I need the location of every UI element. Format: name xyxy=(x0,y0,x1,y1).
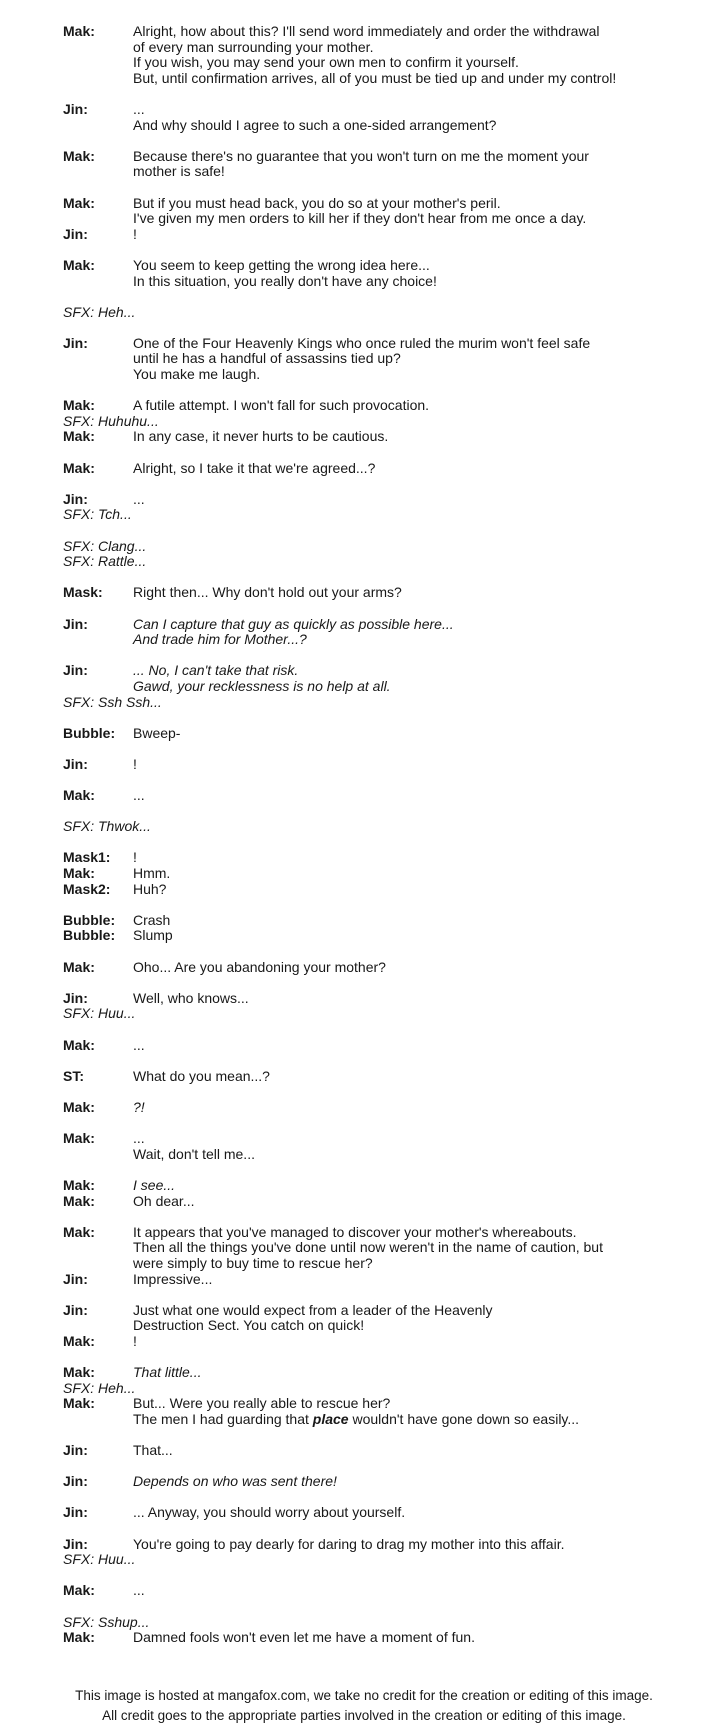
speaker-label: Mask1: xyxy=(63,849,111,866)
dialogue-row xyxy=(63,1303,710,1319)
speaker-label: Mak: xyxy=(63,865,95,882)
dialogue-row xyxy=(63,1318,710,1334)
dialogue-row xyxy=(63,118,710,134)
sfx-line: SFX: Clang... xyxy=(63,537,147,554)
speaker-label: Mak: xyxy=(63,1395,95,1412)
dialogue-line: until he has a handful of assassins tied up? xyxy=(133,350,401,367)
dialogue-line: Can I capture that guy as quickly as possible here... xyxy=(133,615,454,632)
dialogue-line: ... No, I can't take that risk. xyxy=(133,662,299,679)
dialogue-row xyxy=(63,1038,710,1054)
script-block xyxy=(63,398,710,445)
speaker-label: Mak: xyxy=(63,1130,95,1147)
speaker-label: Jin: xyxy=(63,100,88,117)
dialogue-row xyxy=(63,492,710,508)
dialogue-row xyxy=(63,1240,710,1256)
sfx-row xyxy=(63,1552,710,1568)
sfx-row xyxy=(63,554,710,570)
sfx-line: SFX: Huhuhu... xyxy=(63,412,159,429)
script-block xyxy=(63,913,710,944)
dialogue-line: Alright, how about this? I'll send word immediately and order the withdrawal xyxy=(133,23,600,39)
script-block xyxy=(63,1069,710,1085)
speaker-label: Mask2: xyxy=(63,880,111,897)
sfx-line: SFX: Thwok... xyxy=(63,818,151,835)
speaker-label: Mak: xyxy=(63,787,95,804)
dialogue-line: Right then... Why don't hold out your arms? xyxy=(133,584,402,601)
dialogue-row xyxy=(63,227,710,243)
dialogue-line: ! xyxy=(133,755,137,772)
dialogue-row xyxy=(63,149,710,165)
dialogue-row xyxy=(63,726,710,742)
dialogue-line: ... xyxy=(133,787,145,804)
dialogue-line: A futile attempt. I won't fall for such provocation. xyxy=(133,397,430,414)
dialogue-row xyxy=(63,461,710,477)
dialogue-line: In any case, it never hurts to be cautious. xyxy=(133,428,389,445)
script-block xyxy=(63,819,710,835)
speaker-label: Mak: xyxy=(63,1582,95,1599)
script-block xyxy=(63,617,710,648)
script-block xyxy=(63,850,710,897)
sfx-row xyxy=(63,305,710,321)
hosting-credit-footer xyxy=(0,1686,728,1726)
dialogue-row xyxy=(63,1256,710,1272)
speaker-label: Jin: xyxy=(63,334,88,351)
speaker-label: Mak: xyxy=(63,147,95,164)
dialogue-row xyxy=(63,1069,710,1085)
emphasized-word: place xyxy=(312,1410,349,1427)
script-block xyxy=(63,149,710,180)
speaker-label: ST: xyxy=(63,1067,84,1084)
dialogue-line: were simply to buy time to rescue her? xyxy=(133,1254,373,1271)
dialogue-line: And why should I agree to such a one-sided arrangement? xyxy=(133,116,497,133)
dialogue-line: ! xyxy=(133,225,137,242)
speaker-label: Mak: xyxy=(63,1192,95,1209)
dialogue-row xyxy=(63,336,710,352)
dialogue-line: I see... xyxy=(133,1176,176,1193)
dialogue-row xyxy=(63,1474,710,1490)
dialogue-row xyxy=(63,164,710,180)
dialogue-row xyxy=(63,1178,710,1194)
dialogue-line: Just what one would expect from a leader of the Heavenly xyxy=(133,1301,493,1318)
speaker-label: Mak: xyxy=(63,1364,95,1381)
sfx-line: SFX: Huu... xyxy=(63,1005,136,1022)
dialogue-row xyxy=(63,1630,710,1646)
script-block xyxy=(63,1100,710,1116)
speaker-label: Bubble: xyxy=(63,911,116,928)
script-block xyxy=(63,305,710,321)
sfx-row xyxy=(63,1381,710,1397)
script-block xyxy=(63,24,710,86)
speaker-label: Jin: xyxy=(63,989,88,1006)
dialogue-row xyxy=(63,1100,710,1116)
dialogue-row xyxy=(63,788,710,804)
speaker-label: Bubble: xyxy=(63,724,116,741)
dialogue-row xyxy=(63,617,710,633)
dialogue-row xyxy=(63,1505,710,1521)
sfx-line: SFX: Heh... xyxy=(63,303,136,320)
script-block xyxy=(63,1131,710,1162)
dialogue-line: Then all the things you've done until now weren't in the name of caution, but xyxy=(133,1239,603,1256)
dialogue-row xyxy=(63,882,710,898)
script-block xyxy=(63,336,710,383)
dialogue-line: You're going to pay dearly for daring to drag my mother into this affair. xyxy=(133,1535,565,1552)
dialogue-row xyxy=(63,71,710,87)
dialogue-line: Well, who knows... xyxy=(133,989,249,1006)
script-block xyxy=(63,663,710,710)
speaker-label: Jin: xyxy=(63,1473,88,1490)
speaker-label: Mak: xyxy=(63,397,95,414)
speaker-label: Jin: xyxy=(63,1301,88,1318)
speaker-label: Mak: xyxy=(63,428,95,445)
dialogue-line: The men I had guarding that place wouldn't have gone down so easily... xyxy=(133,1410,580,1427)
dialogue-line: Crash xyxy=(133,911,171,928)
script-block xyxy=(63,757,710,773)
speaker-label: Mak: xyxy=(63,23,95,39)
dialogue-line: Alright, so I take it that we're agreed...? xyxy=(133,459,376,476)
dialogue-row xyxy=(63,398,710,414)
dialogue-line: ... xyxy=(133,1036,145,1053)
speaker-label: Jin: xyxy=(63,662,88,679)
dialogue-line: Damned fools won't even let me have a moment of fun. xyxy=(133,1629,475,1646)
dialogue-line: ! xyxy=(133,1332,137,1349)
script-block xyxy=(63,461,710,477)
speaker-label: Mak: xyxy=(63,1332,95,1349)
dialogue-line: ... xyxy=(133,100,145,117)
dialogue-line: ... xyxy=(133,1130,145,1147)
speaker-label: Mak: xyxy=(63,1098,95,1115)
dialogue-line: Oh dear... xyxy=(133,1192,195,1209)
script-block xyxy=(63,102,710,133)
dialogue-line: Wait, don't tell me... xyxy=(133,1145,255,1162)
speaker-label: Jin: xyxy=(63,1270,88,1287)
dialogue-line: It appears that you've managed to discover your mother's whereabouts. xyxy=(133,1223,577,1240)
speaker-label: Bubble: xyxy=(63,927,116,944)
sfx-line: SFX: Tch... xyxy=(63,506,132,523)
script-block xyxy=(63,1038,710,1054)
dialogue-line: Slump xyxy=(133,927,173,944)
dialogue-row xyxy=(63,367,710,383)
dialogue-line: ! xyxy=(133,849,137,866)
dialogue-row xyxy=(63,1537,710,1553)
dialogue-row xyxy=(63,632,710,648)
dialogue-row xyxy=(63,1412,710,1428)
dialogue-row xyxy=(63,1443,710,1459)
dialogue-row xyxy=(63,1225,710,1241)
dialogue-line: But... Were you really able to rescue her? xyxy=(133,1395,391,1412)
sfx-row xyxy=(63,414,710,430)
dialogue-row xyxy=(63,757,710,773)
speaker-label: Mak: xyxy=(63,1223,95,1240)
script-block xyxy=(63,1615,710,1646)
sfx-row xyxy=(63,1006,710,1022)
dialogue-line: Huh? xyxy=(133,880,167,897)
sfx-line: SFX: Huu... xyxy=(63,1551,136,1568)
dialogue-line: I've given my men orders to kill her if they don't hear from me once a day. xyxy=(133,210,587,227)
dialogue-line: ?! xyxy=(133,1098,145,1115)
dialogue-line: In this situation, you really don't have any choice! xyxy=(133,272,437,289)
dialogue-line: Destruction Sect. You catch on quick! xyxy=(133,1317,365,1334)
dialogue-row xyxy=(63,866,710,882)
speaker-label: Mak: xyxy=(63,194,95,211)
dialogue-line: Depends on who was sent there! xyxy=(133,1473,337,1490)
dialogue-row xyxy=(63,102,710,118)
dialogue-row xyxy=(63,913,710,929)
speaker-label: Jin: xyxy=(63,225,88,242)
script-block xyxy=(63,1225,710,1287)
dialogue-line: Gawd, your recklessness is no help at all. xyxy=(133,677,391,694)
dialogue-row xyxy=(63,663,710,679)
dialogue-line: But if you must head back, you do so at your mother's peril. xyxy=(133,194,501,211)
dialogue-line: Bweep- xyxy=(133,724,181,741)
script-block xyxy=(63,1443,710,1459)
dialogue-line: ... Anyway, you should worry about yourself. xyxy=(133,1504,406,1521)
dialogue-line: of every man surrounding your mother. xyxy=(133,38,374,55)
script-block xyxy=(63,991,710,1022)
dialogue-line: That... xyxy=(133,1442,173,1459)
speaker-label: Jin: xyxy=(63,1442,88,1459)
dialogue-row xyxy=(63,258,710,274)
script-block xyxy=(63,492,710,523)
sfx-row xyxy=(63,819,710,835)
dialogue-line: Hmm. xyxy=(133,865,171,882)
script-block xyxy=(63,960,710,976)
script-block xyxy=(63,1178,710,1209)
speaker-label: Jin: xyxy=(63,615,88,632)
dialogue-line: You seem to keep getting the wrong idea here... xyxy=(133,256,430,273)
speaker-label: Mak: xyxy=(63,958,95,975)
speaker-label: Mak: xyxy=(63,1036,95,1053)
script-block xyxy=(63,1505,710,1521)
dialogue-row xyxy=(63,991,710,1007)
dialogue-row xyxy=(63,585,710,601)
script-block xyxy=(63,196,710,243)
dialogue-row xyxy=(63,196,710,212)
dialogue-line: One of the Four Heavenly Kings who once ruled the murim won't feel safe xyxy=(133,334,591,351)
dialogue-row xyxy=(63,40,710,56)
dialogue-line: What do you mean...? xyxy=(133,1067,270,1084)
script-block xyxy=(63,1474,710,1490)
dialogue-line: mother is safe! xyxy=(133,163,225,180)
dialogue-line: Oho... Are you abandoning your mother? xyxy=(133,958,386,975)
speaker-label: Mak: xyxy=(63,459,95,476)
speaker-label: Mask: xyxy=(63,584,103,601)
dialogue-row xyxy=(63,679,710,695)
dialogue-line: ... xyxy=(133,490,145,507)
dialogue-row xyxy=(63,850,710,866)
dialogue-line: But, until confirmation arrives, all of you must be tied up and under my control! xyxy=(133,69,617,86)
dialogue-row xyxy=(63,1365,710,1381)
speaker-label: Jin: xyxy=(63,490,88,507)
sfx-line: SFX: Sshup... xyxy=(63,1613,150,1630)
dialogue-row xyxy=(63,429,710,445)
dialogue-row xyxy=(63,1147,710,1163)
dialogue-row xyxy=(63,1583,710,1599)
dialogue-row xyxy=(63,1131,710,1147)
sfx-line: SFX: Rattle... xyxy=(63,553,147,570)
footer-credit-line-1: This image is hosted at mangafox.com, we take no credit for the creation or editing of this image. xyxy=(75,1688,653,1703)
dialogue-row xyxy=(63,24,710,40)
dialogue-line: Impressive... xyxy=(133,1270,213,1287)
dialogue-row xyxy=(63,960,710,976)
dialogue-line: You make me laugh. xyxy=(133,366,261,383)
speaker-label: Jin: xyxy=(63,755,88,772)
script-block xyxy=(63,258,710,289)
script-block xyxy=(63,1537,710,1568)
speaker-label: Mak: xyxy=(63,1176,95,1193)
dialogue-line: And trade him for Mother...? xyxy=(133,631,307,648)
speaker-label: Jin: xyxy=(63,1535,88,1552)
sfx-row xyxy=(63,1615,710,1631)
sfx-line: SFX: Ssh Ssh... xyxy=(63,693,162,710)
dialogue-line: That little... xyxy=(133,1364,202,1381)
script-block xyxy=(63,585,710,601)
dialogue-row xyxy=(63,1396,710,1412)
dialogue-row xyxy=(63,351,710,367)
script-block xyxy=(63,1365,710,1427)
sfx-row xyxy=(63,695,710,711)
speaker-label: Mak: xyxy=(63,256,95,273)
speaker-label: Jin: xyxy=(63,1504,88,1521)
script-block xyxy=(63,539,710,570)
dialogue-line: If you wish, you may send your own men to confirm it yourself. xyxy=(133,54,519,71)
dialogue-line: ... xyxy=(133,1582,145,1599)
dialogue-row xyxy=(63,55,710,71)
script-block xyxy=(63,788,710,804)
dialogue-line: Because there's no guarantee that you won't turn on me the moment your xyxy=(133,147,589,164)
sfx-row xyxy=(63,539,710,555)
dialogue-row xyxy=(63,928,710,944)
dialogue-row xyxy=(63,211,710,227)
sfx-row xyxy=(63,507,710,523)
sfx-line: SFX: Heh... xyxy=(63,1379,136,1396)
script-block xyxy=(63,1583,710,1599)
script-block xyxy=(63,726,710,742)
footer-credit-line-2: All credit goes to the appropriate parties involved in the creation or editing of this image. xyxy=(102,1708,626,1723)
dialogue-row xyxy=(63,1334,710,1350)
speaker-label: Mak: xyxy=(63,1629,95,1646)
dialogue-row xyxy=(63,1272,710,1288)
dialogue-row xyxy=(63,274,710,290)
dialogue-row xyxy=(63,1194,710,1210)
script-block xyxy=(63,1303,710,1350)
